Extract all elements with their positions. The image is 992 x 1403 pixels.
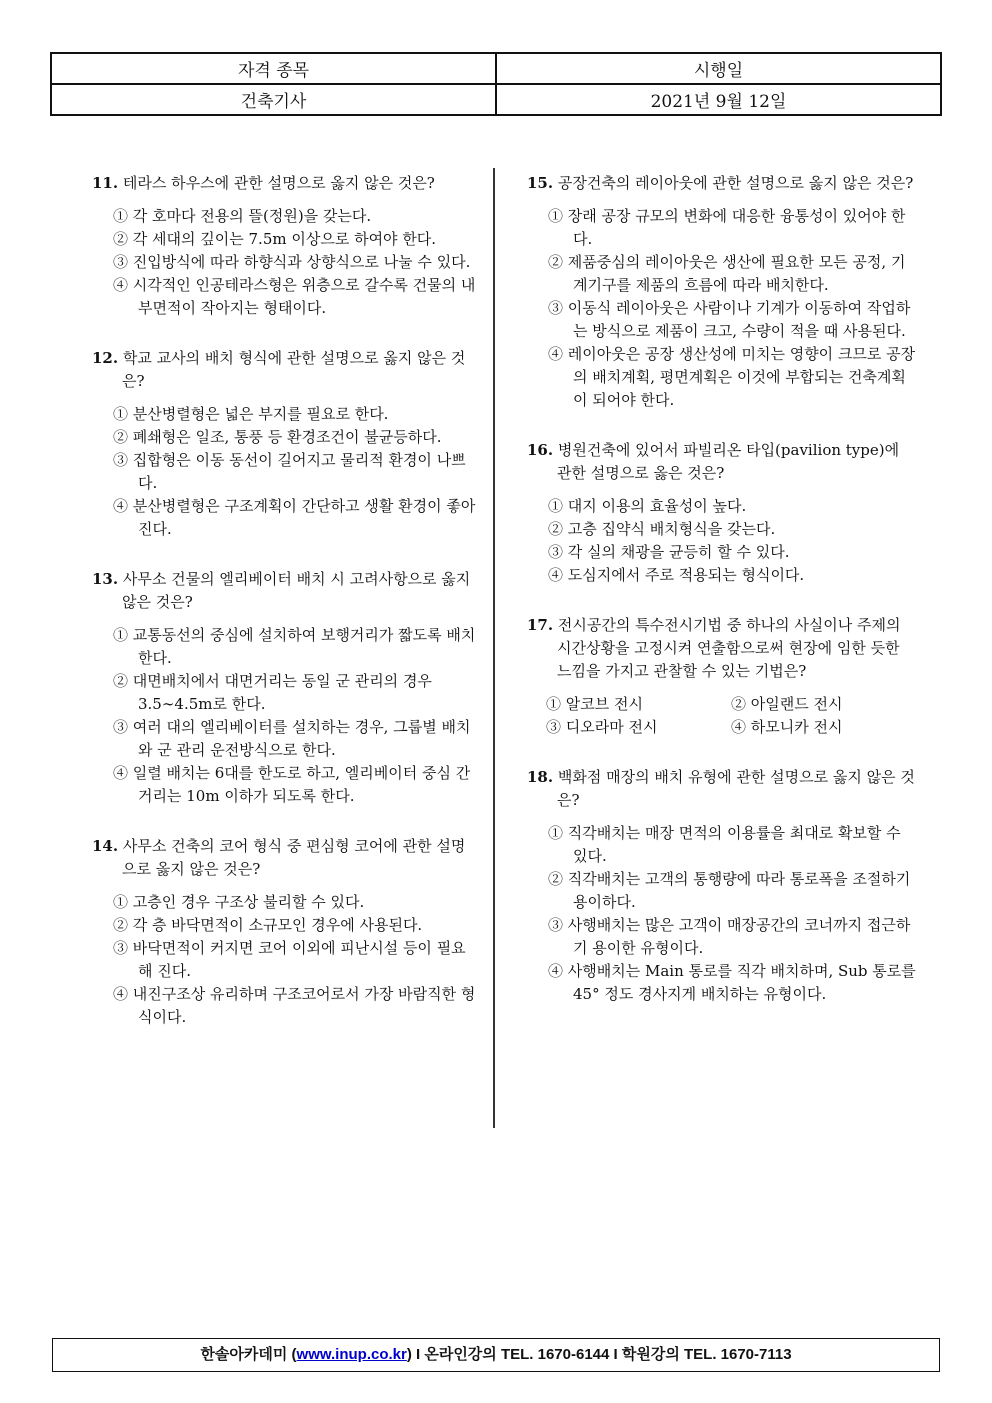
footer-academy: 한솔아카데미 (: [200, 1346, 297, 1363]
answer-option: ③ 각 실의 채광을 균등히 할 수 있다.: [548, 543, 790, 561]
website-link[interactable]: www.inup.co.kr: [296, 1346, 407, 1363]
answer-option: ③ 여러 대의 엘리베이터를 설치하는 경우, 그룹별 배치와 군 관리 운전방식으로 한다.: [113, 718, 471, 759]
answer-option: ② 아일랜드 전시: [731, 695, 843, 713]
answer-option: ② 대면배치에서 대면거리는 동일 군 관리의 경우 3.5∼4.5m로 한다.: [113, 672, 432, 713]
answer-option: ② 직각배치는 고객의 통행량에 따라 통로폭을 조절하기 용이하다.: [548, 870, 911, 911]
answer-option: ④ 하모니카 전시: [731, 718, 843, 736]
answer-option: ④ 사행배치는 Main 통로를 직각 배치하며, Sub 통로를 45° 정도 경사지게 배치하는 유형이다.: [548, 962, 916, 1003]
question-number: 12.: [92, 349, 119, 367]
question-text: 학교 교사의 배치 형식에 관한 설명으로 옳지 않은 것은?: [122, 349, 466, 390]
column-divider: [493, 168, 495, 1128]
question-number: 14.: [92, 837, 119, 855]
footer-bar: [52, 1338, 940, 1372]
question-15: [527, 172, 917, 412]
question-stem: [92, 347, 477, 393]
answer-options-grid: [527, 693, 917, 739]
answer-option: ① 장래 공장 규모의 변화에 대응한 융통성이 있어야 한다.: [548, 207, 906, 248]
answer-option: ④ 도심지에서 주로 적용되는 형식이다.: [548, 566, 805, 584]
question-number: 18.: [527, 768, 554, 786]
answer-option: ④ 내진구조상 유리하며 구조코어로서 가장 바람직한 형식이다.: [113, 985, 476, 1026]
question-text: 병원건축에 있어서 파빌리온 타입(pavilion type)에 관한 설명으로 옳은 것은?: [557, 441, 900, 482]
question-stem: [92, 835, 477, 881]
question-number: 13.: [92, 570, 119, 588]
question-18: [527, 766, 917, 1006]
answer-option: ③ 디오라마 전시: [546, 718, 658, 736]
question-stem: [92, 172, 477, 195]
question-stem: [527, 439, 917, 485]
question-text: 사무소 건축의 코어 형식 중 편심형 코어에 관한 설명으로 옳지 않은 것은?: [122, 837, 466, 878]
answer-option: ① 각 호마다 전용의 뜰(정원)을 갖는다.: [113, 207, 372, 225]
answer-option: ④ 레이아웃은 공장 생산성에 미치는 영향이 크므로 공장의 배치계획, 평면계획은 이것에 부합되는 건축계획이 되어야 한다.: [548, 345, 916, 409]
question-16: [527, 439, 917, 587]
question-stem: [527, 766, 917, 812]
header-date-value: 2021년 9월 12일: [496, 84, 941, 115]
answer-option: ③ 이동식 레이아웃은 사람이나 기계가 이동하여 작업하는 방식으로 제품이 크고, 수량이 적을 때 사용된다.: [548, 299, 911, 340]
answer-option: ③ 집합형은 이동 동선이 길어지고 물리적 환경이 나쁘다.: [113, 451, 466, 492]
answer-option: ① 교통동선의 중심에 설치하여 보행거리가 짧도록 배치한다.: [113, 626, 476, 667]
question-stem: [527, 172, 917, 195]
answer-option: ④ 일렬 배치는 6대를 한도로 하고, 엘리베이터 중심 간 거리는 10m 이하가 되도록 한다.: [113, 764, 471, 805]
header-subject-value: 건축기사: [51, 84, 496, 115]
question-number: 11.: [92, 174, 119, 192]
answer-option: ② 각 층 바닥면적이 소규모인 경우에 사용된다.: [113, 916, 423, 934]
question-17: [527, 614, 917, 739]
answer-option: ① 고층인 경우 구조상 불리할 수 있다.: [113, 893, 365, 911]
question-stem: [92, 568, 477, 614]
question-text: 백화점 매장의 배치 유형에 관한 설명으로 옳지 않은 것은?: [557, 768, 915, 809]
exam-header-table: [50, 52, 942, 116]
question-text: 사무소 건물의 엘리베이터 배치 시 고려사항으로 옳지 않은 것은?: [122, 570, 471, 611]
answer-option: ② 각 세대의 깊이는 7.5m 이상으로 하여야 한다.: [113, 230, 437, 248]
question-number: 17.: [527, 616, 554, 634]
answer-option: ① 분산병렬형은 넓은 부지를 필요로 한다.: [113, 405, 389, 423]
answer-option: ② 제품중심의 레이아웃은 생산에 필요한 모든 공정, 기계기구를 제품의 흐름에 따라 배치한다.: [548, 253, 906, 294]
answer-option: ③ 바닥면적이 커지면 코어 이외에 피난시설 등이 필요해 진다.: [113, 939, 466, 980]
question-13: [92, 568, 477, 808]
question-text: 테라스 하우스에 관한 설명으로 옳지 않은 것은?: [122, 174, 435, 192]
answer-option: ④ 분산병렬형은 구조계획이 간단하고 생활 환경이 좋아진다.: [113, 497, 476, 538]
answer-option: ③ 진입방식에 따라 하향식과 상향식으로 나눌 수 있다.: [113, 253, 471, 271]
answer-option: ② 고층 집약식 배치형식을 갖는다.: [548, 520, 776, 538]
question-12: [92, 347, 477, 541]
answer-option: ③ 사행배치는 많은 고객이 매장공간의 코너까지 접근하기 용이한 유형이다.: [548, 916, 911, 957]
answer-option: ① 알코브 전시: [546, 695, 643, 713]
question-text: 공장건축의 레이아웃에 관한 설명으로 옳지 않은 것은?: [557, 174, 914, 192]
answer-option: ② 폐쇄형은 일조, 통풍 등 환경조건이 불균등하다.: [113, 428, 442, 446]
header-subject-label: 자격 종목: [51, 53, 496, 84]
question-stem: [527, 614, 917, 683]
question-14: [92, 835, 477, 1029]
header-date-label: 시행일: [496, 53, 941, 84]
question-text: 전시공간의 특수전시기법 중 하나의 사실이나 주제의 시간상황을 고정시켜 연출함으로써 현장에 임한 듯한 느낌을 가지고 관찰할 수 있는 기법은?: [557, 616, 901, 680]
question-number: 15.: [527, 174, 554, 192]
answer-option: ① 대지 이용의 효율성이 높다.: [548, 497, 747, 515]
left-column: [92, 172, 477, 1056]
answer-option: ① 직각배치는 매장 면적의 이용률을 최대로 확보할 수 있다.: [548, 824, 901, 865]
footer-contact: ) I 온라인강의 TEL. 1670-6144 I 학원강의 TEL. 1670-7113: [406, 1346, 792, 1363]
answer-option: ④ 시각적인 인공테라스형은 위층으로 갈수록 건물의 내부면적이 작아지는 형태이다.: [113, 276, 476, 317]
question-number: 16.: [527, 441, 554, 459]
question-11: [92, 172, 477, 320]
right-column: [527, 172, 917, 1033]
